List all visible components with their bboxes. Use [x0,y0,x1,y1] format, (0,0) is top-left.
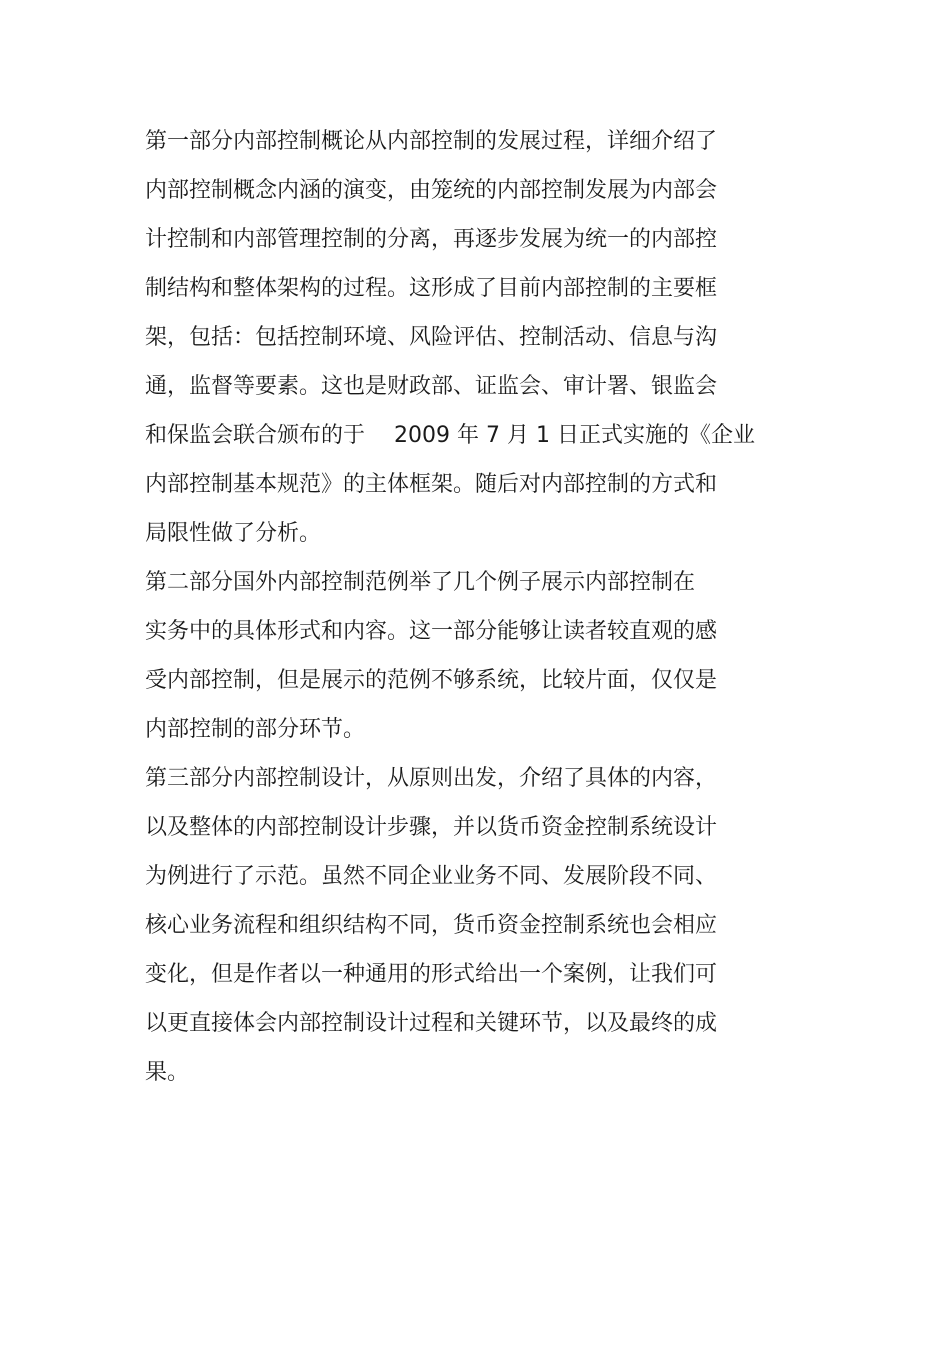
text-line: 通，监督等要素。这也是财政部、证监会、审计署、银监会 [145,374,718,399]
body-text [145,122,905,1102]
text-line: 以更直接体会内部控制设计过程和关键环节，以及最终的成 [145,1011,718,1036]
text-line: 架，包括：包括控制环境、风险评估、控制活动、信息与沟 [145,325,718,350]
text-line: 第一部分内部控制概论从内部控制的发展过程，详细介绍了 [145,129,718,154]
text-line: 受内部控制，但是展示的范例不够系统，比较片面，仅仅是 [145,668,718,693]
text-line: 变化，但是作者以一种通用的形式给出一个案例，让我们可 [145,962,718,987]
text-line: 计控制和内部管理控制的分离，再逐步发展为统一的内部控 [145,227,718,252]
text-line: 为例进行了示范。虽然不同企业业务不同、发展阶段不同、 [145,864,718,889]
text-line: 局限性做了分析。 [145,521,322,546]
text-line: 内部控制的部分环节。 [145,717,366,742]
text-line: 核心业务流程和组织结构不同，货币资金控制系统也会相应 [145,913,718,938]
text-line: 制结构和整体架构的过程。这形成了目前内部控制的主要框 [145,276,718,301]
text-line: 果。 [145,1060,190,1085]
text-line: 以及整体的内部控制设计步骤，并以货币资金控制系统设计 [145,815,718,840]
text-line: 和保监会联合颁布的于 2009 年 7 月 1 日正式实施的《企业 [145,423,755,448]
text-line: 实务中的具体形式和内容。这一部分能够让读者较直观的感 [145,619,718,644]
text-line: 内部控制基本规范》的主体框架。随后对内部控制的方式和 [145,472,718,497]
text-line: 第二部分国外内部控制范例举了几个例子展示内部控制在 [145,570,696,595]
text-line: 第三部分内部控制设计，从原则出发，介绍了具体的内容， [145,766,718,791]
text-line: 内部控制概念内涵的演变，由笼统的内部控制发展为内部会 [145,178,718,203]
